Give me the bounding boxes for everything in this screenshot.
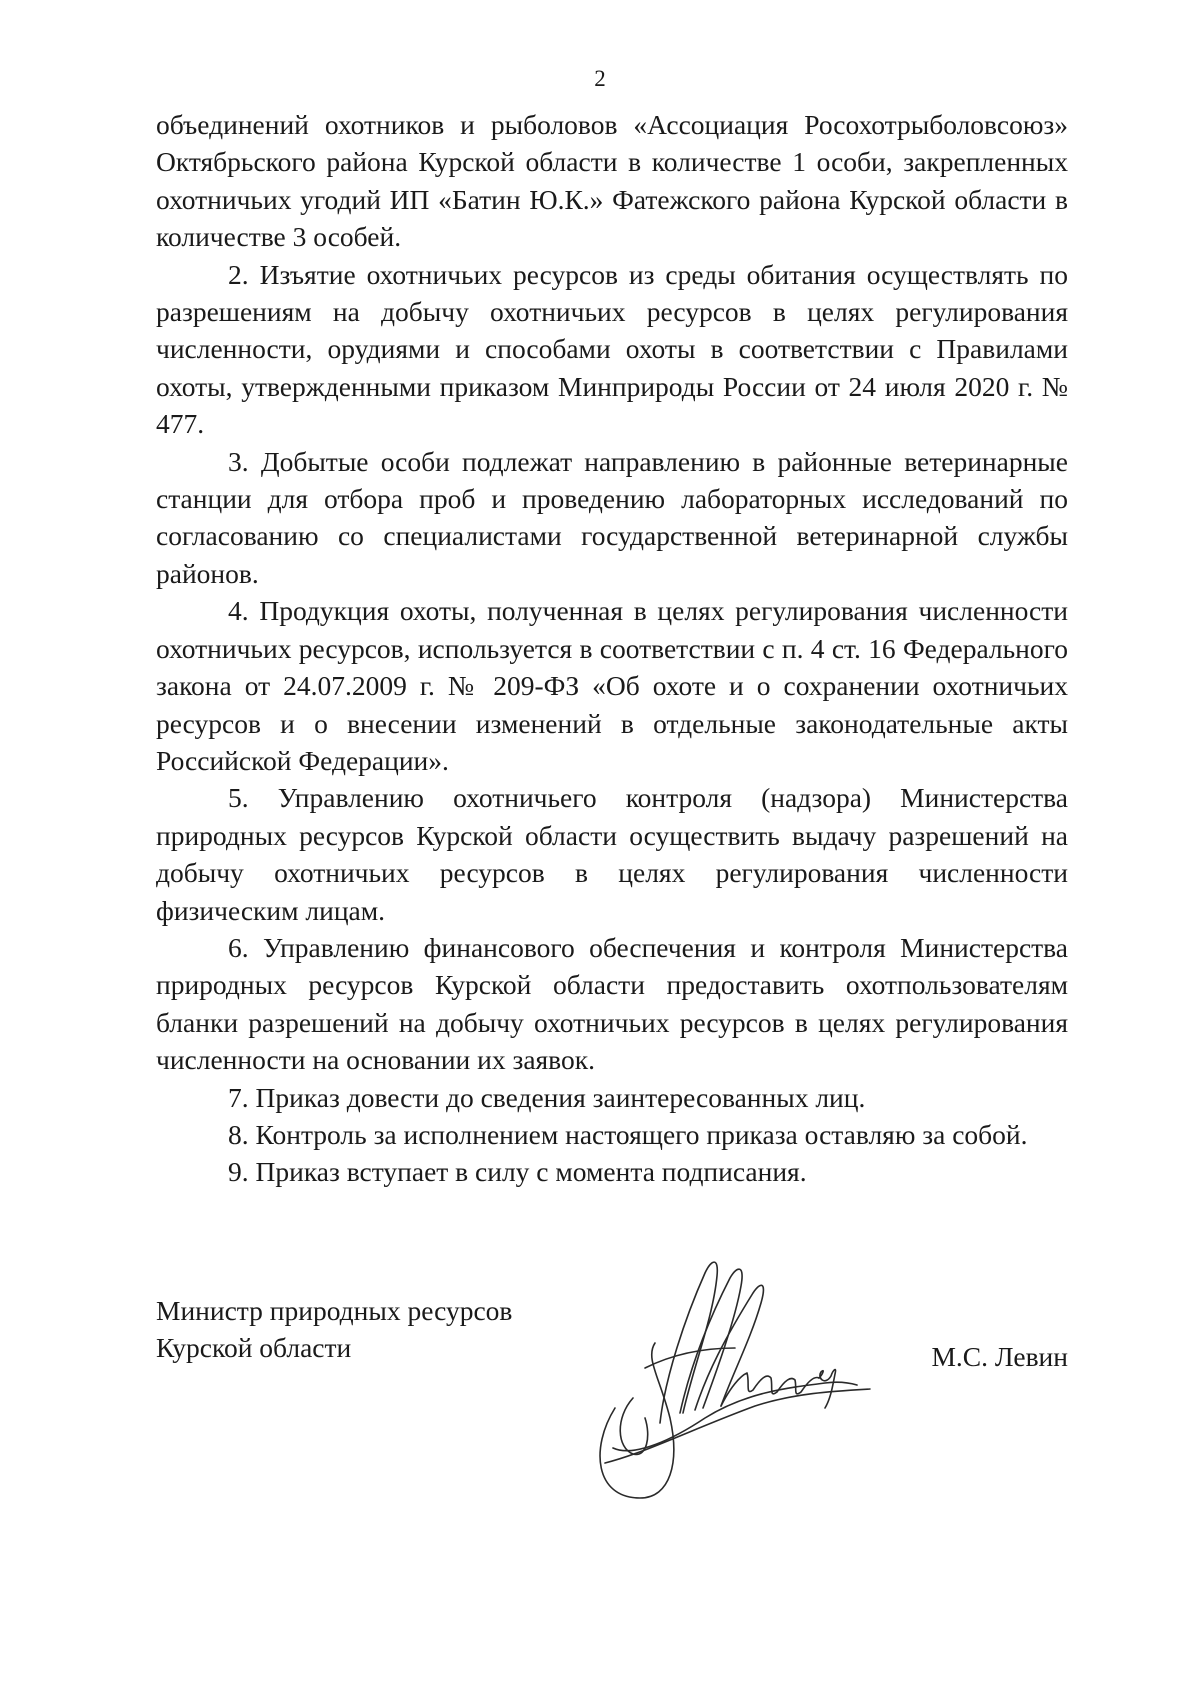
paragraph-item-4: 4. Продукция охоты, полученная в целях регулирования численности охотничьих ресурсов, используется в соответствии с п. 4 ст. 16 Федерального закона от 24.07.2009 г. № 209-ФЗ «Об охоте и о сохранении охотничьих ресурсов и о внесении изменений в отдельные законодательные акты Российской Федерации». — [156, 595, 1068, 776]
signatory-title-line-1: Министр природных ресурсов — [156, 1295, 513, 1326]
document-body — [156, 106, 1068, 1191]
page-number: 2 — [594, 66, 606, 91]
paragraph-item-7: 7. Приказ довести до сведения заинтересованных лиц. — [228, 1081, 866, 1113]
paragraph-item-5: 5. Управлению охотничьего контроля (надзора) Министерства природных ресурсов Курской области осуществить выдачу разрешений на добычу охотничьих ресурсов в целях регулирования численности физическим лицам. — [156, 782, 1068, 926]
paragraph-continuation: объединений охотников и рыболовов «Ассоциация Росохотрыболовсоюз» Октябрьского района Курской области в количестве 1 особи, закрепленных охотничьих угодий ИП «Батин Ю.К.» Фатежского района Курской области в количестве 3 особей. — [156, 109, 1068, 253]
paragraph-item-6: 6. Управлению финансового обеспечения и контроля Министерства природных ресурсов Курской области предоставить охотпользователям бланки разрешений на добычу охотничьих ресурсов в целях регулирования численности на основании их заявок. — [156, 931, 1068, 1076]
paragraph-item-9: 9. Приказ вступает в силу с момента подписания. — [228, 1156, 807, 1188]
signatory-name: М.С. Левин — [931, 1341, 1068, 1372]
signatory-title-line-2: Курской области — [156, 1332, 352, 1364]
signatory-title — [156, 1292, 576, 1367]
paragraph-item-2: 2. Изъятие охотничьих ресурсов из среды обитания осуществлять по разрешениям на добычу охотничьих ресурсов в целях регулирования численности, орудиями и способами охоты в соответствии с Правилами охоты, утвержденными приказом Минприроды России от 24 июля 2020 г. № 477. — [156, 258, 1068, 440]
handwritten-signature-drawing — [585, 1248, 885, 1508]
paragraph-item-8: 8. Контроль за исполнением настоящего приказа оставляю за собой. — [228, 1118, 1028, 1150]
handwritten-signature — [585, 1248, 885, 1508]
paragraph-item-3: 3. Добытые особи подлежат направлению в районные ветеринарные станции для отбора проб и проведению лабораторных исследований по согласованию со специалистами государственной ветеринарной службы районов. — [156, 445, 1068, 589]
